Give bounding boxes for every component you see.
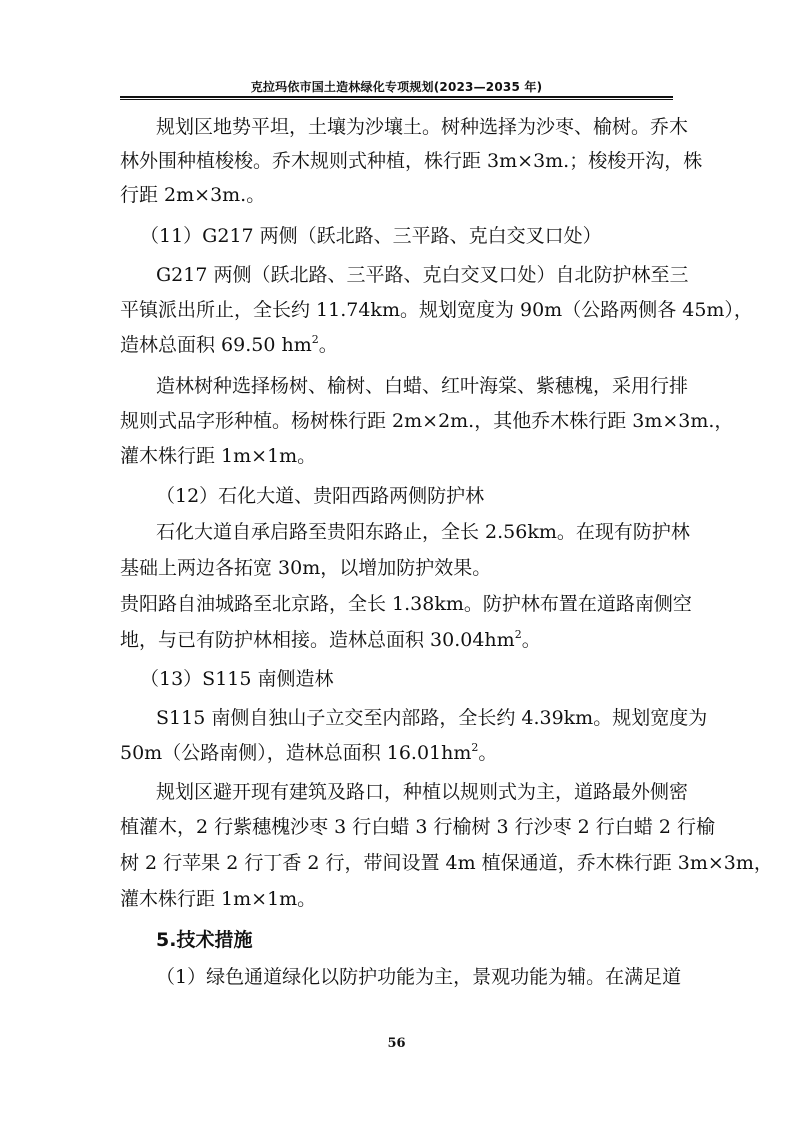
body-line: 行距 2m×3m.。	[120, 184, 266, 206]
header-rule	[120, 96, 673, 98]
body-line: 规划区避开现有建筑及路口，种植以规则式为主，道路最外侧密	[156, 781, 689, 803]
running-header: 克拉玛依市国土造林绿化专项规划(2023—2035 年)	[250, 80, 543, 94]
body-line: （1）绿色通道绿化以防护功能为主，景观功能为辅。在满足道	[156, 966, 682, 988]
body-line: 造林总面积 69.50 $hm^2$。	[120, 332, 338, 356]
body-line: 植灌木，2 行紫穗槐沙枣 3 行白蜡 3 行榆树 3 行沙枣 2 行白蜡 2 行榆	[120, 816, 715, 838]
page-number: 56	[387, 1036, 406, 1051]
body-line: 贵阳路自油城路至北京路，全长 1.38km。防护林布置在道路南侧空	[120, 593, 692, 615]
body-line: S115 南侧自独山子立交至内部路，全长约 4.39km。规划宽度为	[156, 707, 708, 729]
body-line: 石化大道自承启路至贵阳东路止，全长 2.56km。在现有防护林	[156, 521, 690, 543]
body-line: 灌木株行距 1m×1m。	[120, 888, 317, 910]
body-line: 林外围种植梭梭。乔木规则式种植，株行距 3m×3m.；梭梭开沟，株	[120, 150, 703, 172]
header-rule-thin	[120, 99, 673, 100]
body-line: G217 两侧（跃北路、三平路、克白交叉口处）自北防护林至三	[156, 264, 689, 286]
body-line: 规则式品字形种植。杨树株行距 2m×2m.，其他乔木株行距 3m×3m.，	[120, 410, 734, 432]
body-line: 树 2 行苹果 2 行丁香 2 行，带间设置 4m 植保通道，乔木株行距 3m×3m，	[120, 852, 773, 874]
section-heading-12: （12）石化大道、贵阳西路两侧防护林	[156, 485, 485, 507]
section-heading-13: （13）S115 南侧造林	[140, 668, 334, 690]
body-line: 基础上两边各拓宽 30m，以增加防护效果。	[120, 557, 492, 579]
body-line: 造林树种选择杨树、榆树、白蜡、红叶海棠、紫穗槐，采用行排	[156, 375, 689, 397]
body-line: 地，与已有防护林相接。造林总面积 $30.04hm^2$。	[120, 627, 541, 651]
section-heading-11: （11）G217 两侧（跃北路、三平路、克白交叉口处）	[140, 225, 602, 247]
body-line: 规划区地势平坦，土壤为沙壤土。树种选择为沙枣、榆树。乔木	[156, 116, 689, 138]
body-line: 灌木株行距 1m×1m。	[120, 445, 317, 467]
section-heading-5: 5.技术措施	[156, 929, 253, 951]
body-line: 平镇派出所止，全长约 11.74km。规划宽度为 90m（公路两侧各 45m），	[120, 299, 753, 321]
body-line: 50m（公路南侧），造林总面积 $16.01hm^2$。	[120, 740, 498, 764]
